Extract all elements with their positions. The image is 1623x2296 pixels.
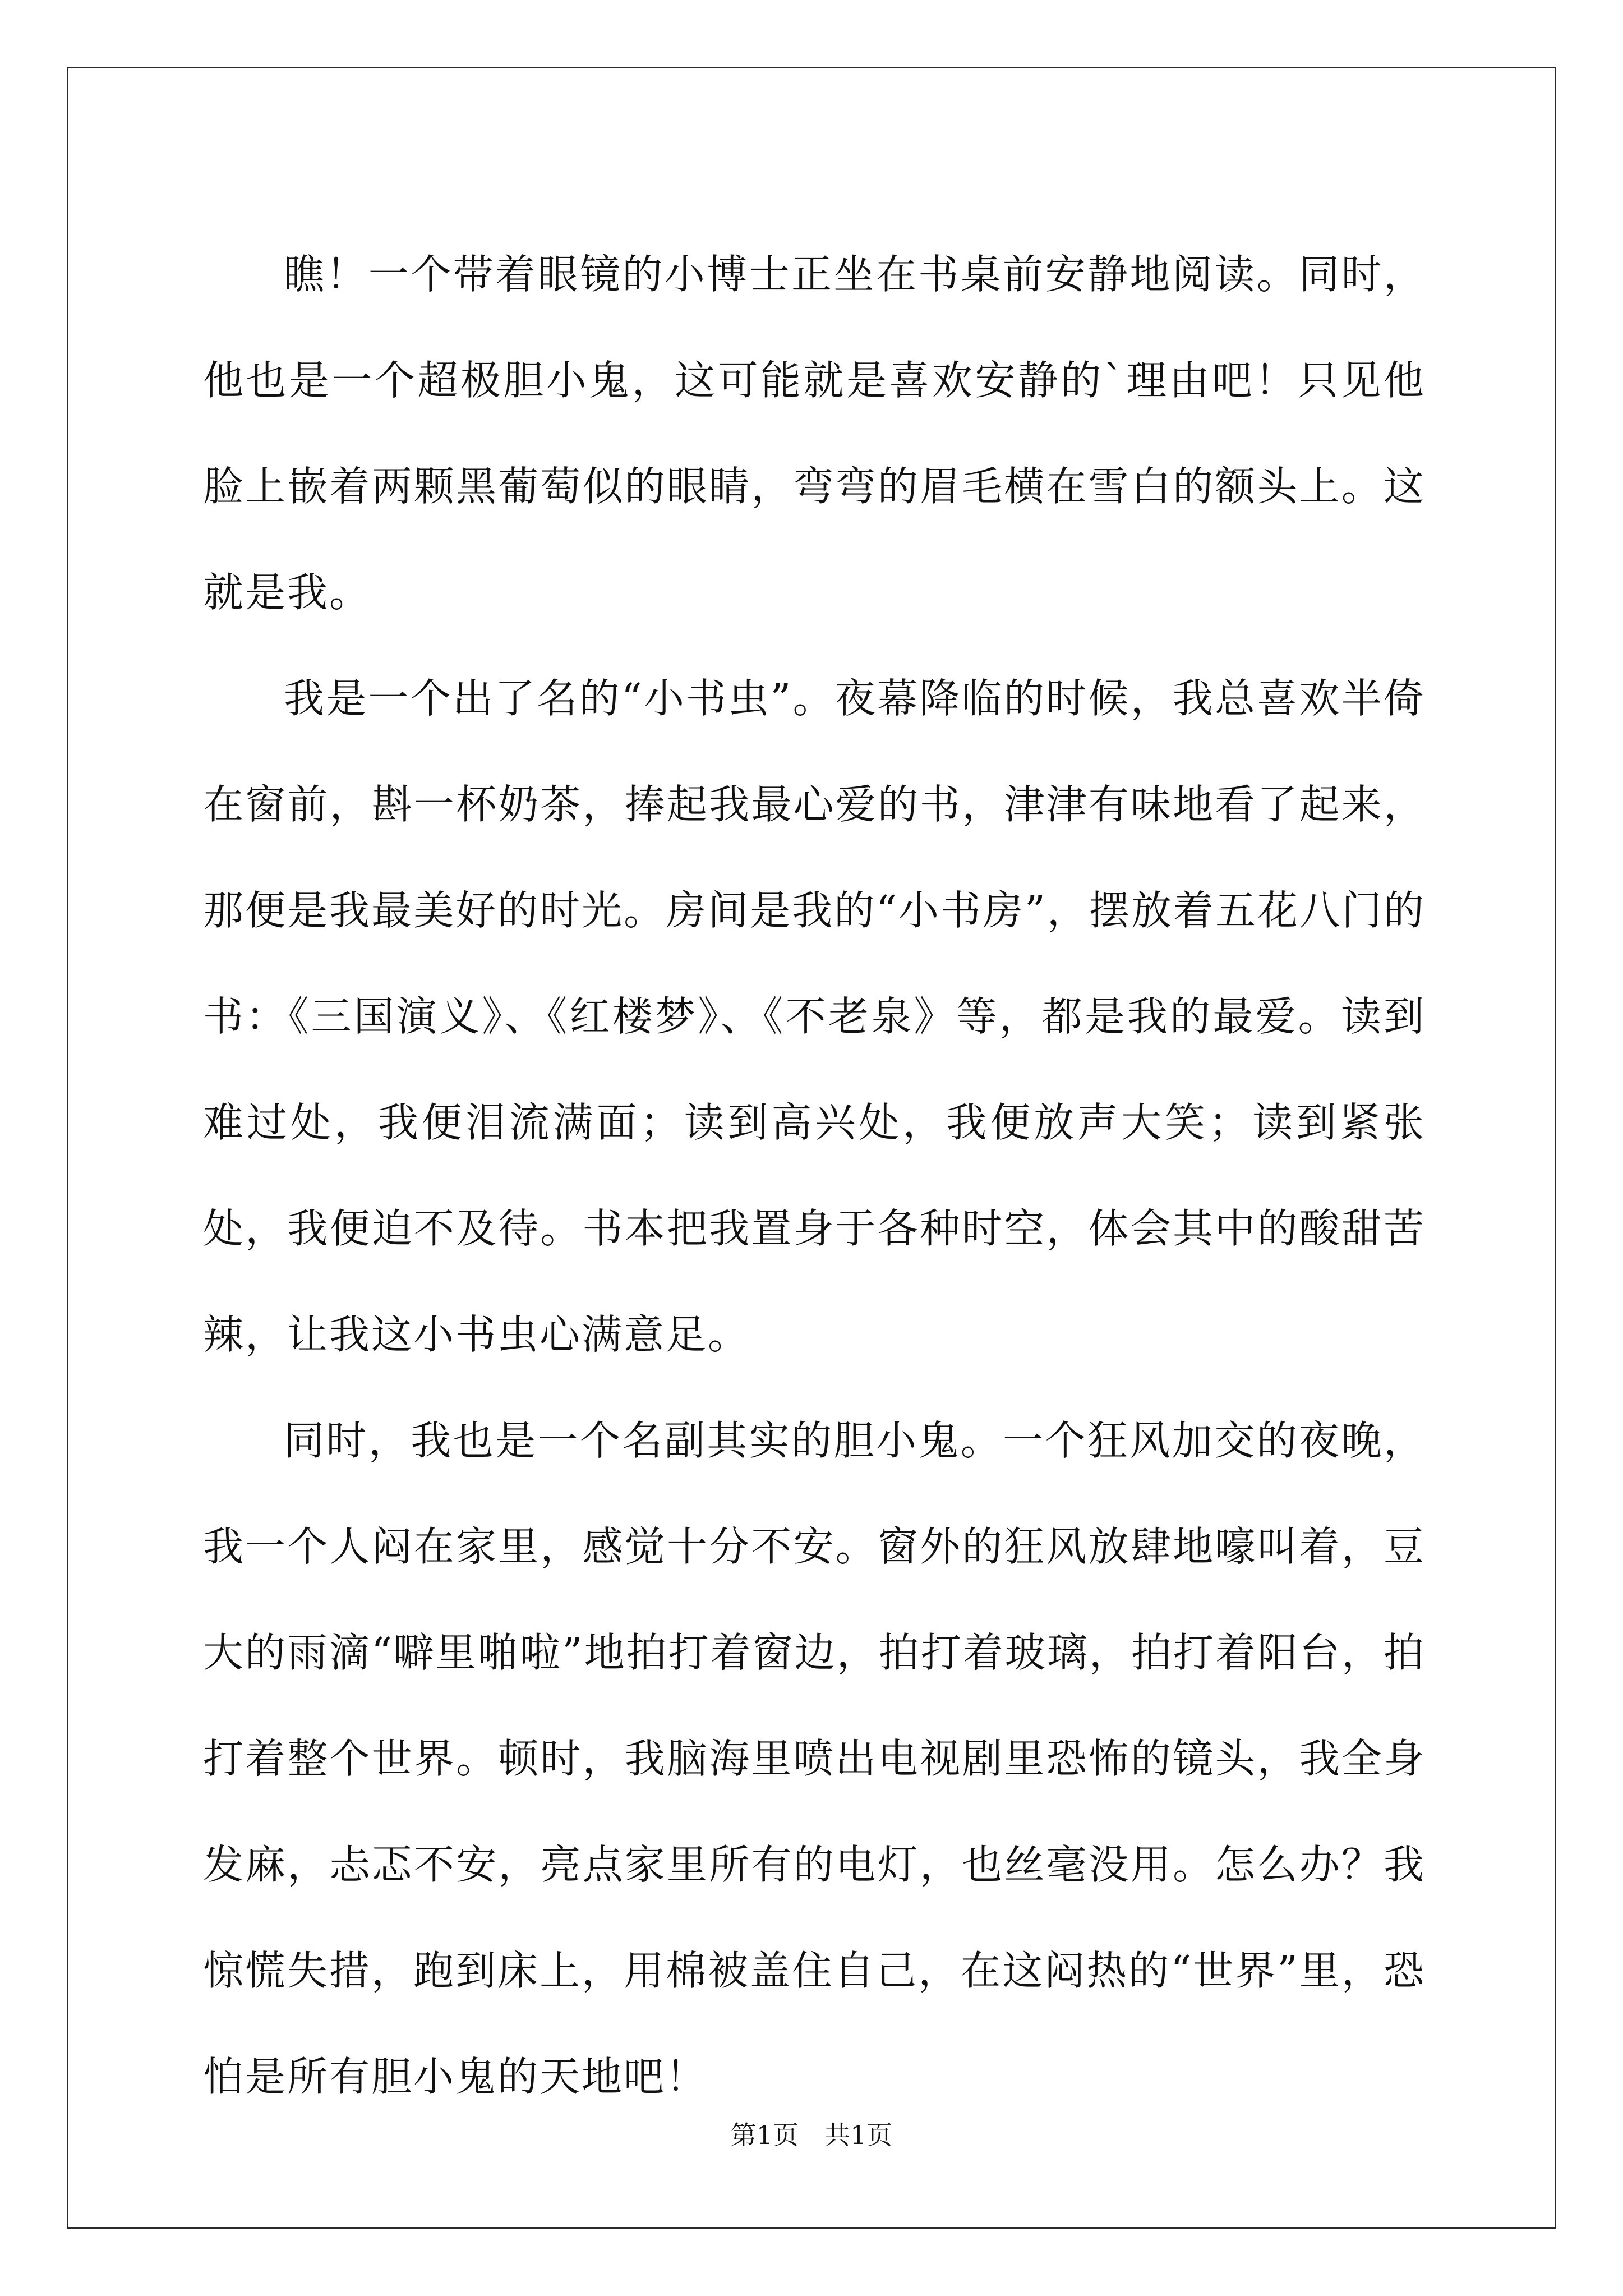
paragraph-3: 同时，我也是一个名副其实的胆小鬼。一个狂风加交的夜晚，我一个人闷在家里，感觉十分不安。窗外的狂风放肆地嚎叫着，豆大的雨滴“噼里啪啦”地拍打着窗边，拍打着玻璃，拍打着阳台，拍打着整个世界。顿时，我脑海里喷出电视剧里恐怖的镜头，我全身发麻，忐忑不安，亮点家里所有的电灯，也丝毫没用。怎么办？我惊慌失措，跑到床上，用棉被盖住自己，在这闷热的“世界”里，恐怕是所有胆小鬼的天地吧！ <box>203 1417 1426 2100</box>
document-body <box>203 222 1426 2130</box>
page-footer: 第1页 共1页 <box>730 2120 893 2150</box>
paragraph-1: 瞧！一个带着眼镜的小博士正坐在书桌前安静地阅读。同时，他也是一个超极胆小鬼，这可能就是喜欢安静的`理由吧！只见他脸上嵌着两颗黑葡萄似的眼睛，弯弯的眉毛横在雪白的额头上。这就是我。 <box>203 251 1426 616</box>
paragraph-2: 我是一个出了名的“小书虫”。夜幕降临的时候，我总喜欢半倚在窗前，斟一杯奶茶，捧起我最心爱的书，津津有味地看了起来，那便是我最美好的时光。房间是我的“小书房”，摆放着五花八门的书：《三国演义》、《红楼梦》、《不老泉》等，都是我的最爱。读到难过处，我便泪流满面；读到高兴处，我便放声大笑；读到紧张处，我便迫不及待。书本把我置身于各种时空，体会其中的酸甜苦辣，让我这小书虫心满意足。 <box>203 675 1426 1358</box>
